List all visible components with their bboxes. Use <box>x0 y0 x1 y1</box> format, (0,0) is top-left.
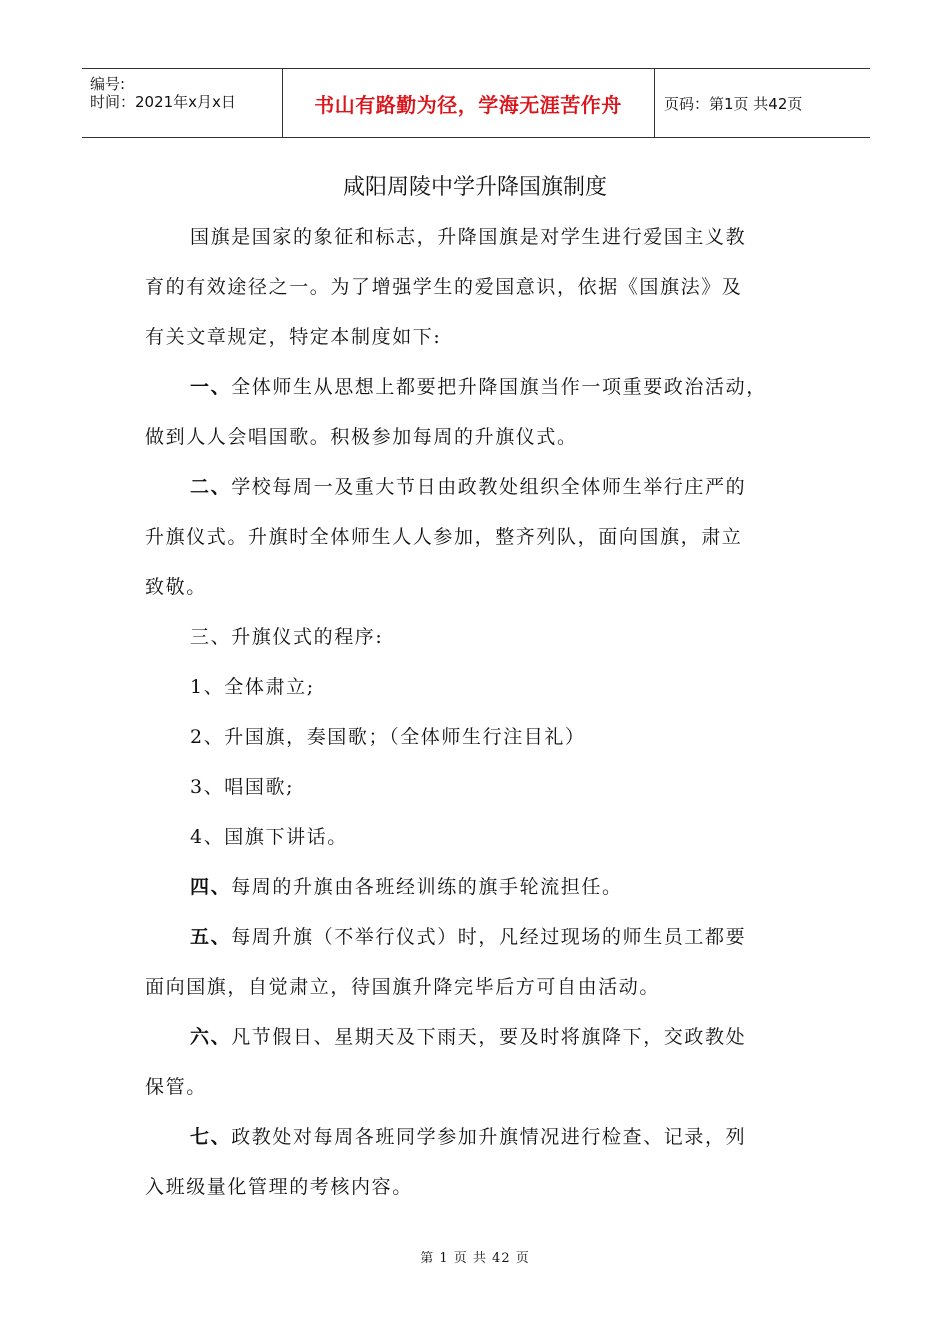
body-line <box>145 572 207 599</box>
section-number: 一、 <box>190 376 232 398</box>
body-line <box>190 822 348 849</box>
section-number: 五、 <box>190 926 232 948</box>
line-text: 国旗是国家的象征和标志，升降国旗是对学生进行爱国主义教 <box>190 226 747 248</box>
line-text: 学校每周一及重大节日由政教处组织全体师生举行庄严的 <box>231 476 747 498</box>
document-title: 咸阳周陵中学升降国旗制度 <box>342 175 607 200</box>
line-text: 三、升旗仪式的程序: <box>190 626 384 648</box>
body-line <box>190 372 767 399</box>
section-number: 四、 <box>190 876 232 898</box>
body-line <box>145 422 578 449</box>
line-text: 1、全体肃立; <box>190 676 315 698</box>
body-line <box>190 672 315 699</box>
body-line <box>190 1022 746 1049</box>
page-footer: 第 1 页 共 42 页 <box>420 1251 530 1266</box>
body-line <box>190 622 383 649</box>
section-number: 六、 <box>190 1026 232 1048</box>
body-line <box>190 772 294 799</box>
section-number: 七、 <box>190 1126 232 1148</box>
header-table <box>82 68 870 138</box>
header-meta-cell <box>82 69 283 137</box>
body-line <box>190 472 746 499</box>
line-text: 3、唱国歌; <box>190 776 295 798</box>
body-line <box>145 272 742 299</box>
body-line <box>145 1072 207 1099</box>
line-text: 凡节假日、星期天及下雨天，要及时将旗降下，交政教处 <box>231 1026 747 1048</box>
line-text: 4、国旗下讲话。 <box>190 826 348 848</box>
page-info: 页码：第1页 共42页 <box>664 94 803 113</box>
line-text: 育的有效途径之一。为了增强学生的爱国意识，依据《国旗法》及 <box>145 276 743 298</box>
time-label: 时间：2021年x月x日 <box>90 93 236 111</box>
motto-text: 书山有路勤为径，学海无涯苦作舟 <box>314 92 622 117</box>
body-line <box>145 972 660 999</box>
line-text: 升旗仪式。升旗时全体师生人人参加，整齐列队，面向国旗，肃立 <box>145 526 743 548</box>
line-text: 政教处对每周各班同学参加升旗情况进行检查、记录，列 <box>231 1126 747 1148</box>
line-text: 每周的升旗由各班经训练的旗手轮流担任。 <box>231 876 623 898</box>
body-line <box>190 922 746 949</box>
line-text: 2、升国旗，奏国歌；（全体师生行注目礼） <box>190 726 586 748</box>
body-line <box>145 522 742 549</box>
line-text: 面向国旗，自觉肃立，待国旗升降完毕后方可自由活动。 <box>145 976 661 998</box>
line-text: 保管。 <box>145 1076 207 1098</box>
body-line <box>190 222 746 249</box>
body-line <box>145 322 441 349</box>
header-motto-cell <box>282 69 655 137</box>
line-text: 有关文章规定，特定本制度如下: <box>145 326 442 348</box>
body-line <box>190 872 623 899</box>
line-text: 做到人人会唱国歌。积极参加每周的升旗仪式。 <box>145 426 578 448</box>
header-page-cell <box>654 69 870 137</box>
body-line <box>190 722 586 749</box>
line-text: 致敬。 <box>145 576 207 598</box>
body-line <box>145 1172 413 1199</box>
number-label: 编号: <box>90 75 126 93</box>
line-text: 每周升旗（不举行仪式）时，凡经过现场的师生员工都要 <box>231 926 747 948</box>
line-text: 入班级量化管理的考核内容。 <box>145 1176 413 1198</box>
section-number: 二、 <box>190 476 232 498</box>
line-text: 全体师生从思想上都要把升降国旗当作一项重要政治活动， <box>231 376 767 398</box>
body-line <box>190 1122 746 1149</box>
